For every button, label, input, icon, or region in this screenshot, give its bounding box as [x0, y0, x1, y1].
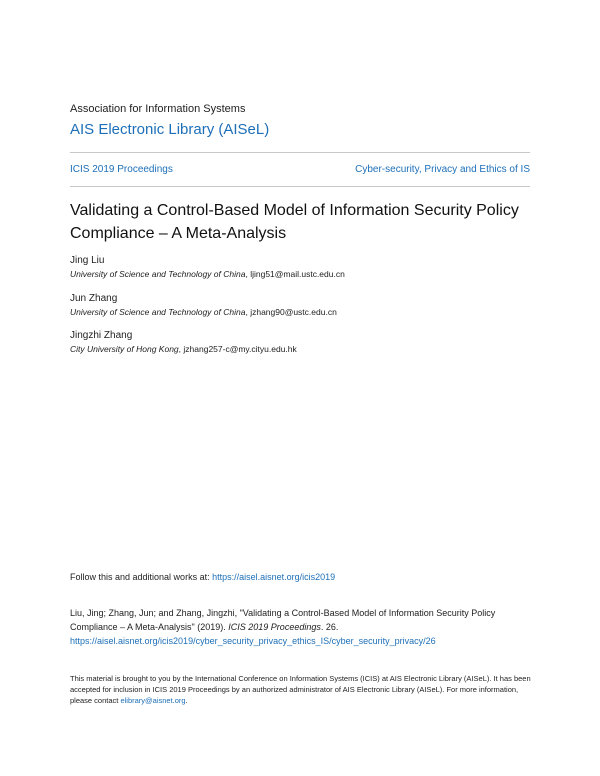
author-institution: University of Science and Technology of China	[70, 307, 246, 317]
author-institution: City University of Hong Kong	[70, 344, 179, 354]
library-link[interactable]: AIS Electronic Library (AISeL)	[70, 121, 270, 138]
citation-block	[70, 606, 540, 648]
paper-title: Validating a Control-Based Model of Information Security Policy Compliance – A Meta-Analysis	[70, 202, 519, 242]
author-affiliation: University of Science and Technology of China, jzhang90@ustc.edu.cn	[70, 307, 337, 317]
citation-link[interactable]: https://aisel.aisnet.org/icis2019/cyber_security_privacy_ethics_IS/cyber_security_privacy/26	[70, 636, 436, 646]
citation-text: Liu, Jing; Zhang, Jun; and Zhang, Jingzhi, "Validating a Control-Based Model of Information Security Policy Compliance – A Meta-Analysis" (2019).	[70, 608, 496, 632]
contact-email-link[interactable]: elibrary@aisnet.org	[120, 696, 186, 705]
author-institution: University of Science and Technology of China	[70, 269, 246, 279]
citation-venue: ICIS 2019 Proceedings	[228, 622, 321, 632]
author-affiliation: University of Science and Technology of China, ljing51@mail.ustc.edu.cn	[70, 269, 345, 279]
follow-text: Follow this and additional works at:	[70, 572, 213, 582]
follow-line	[70, 572, 335, 582]
divider-bottom	[70, 186, 530, 187]
proceedings-link[interactable]: ICIS 2019 Proceedings	[70, 164, 173, 175]
author-email[interactable]: jzhang90@ustc.edu.cn	[250, 307, 337, 317]
author-email[interactable]: jzhang257-c@my.cityu.edu.hk	[183, 344, 297, 354]
author-name: Jingzhi Zhang	[70, 330, 133, 341]
author-name: Jing Liu	[70, 255, 105, 266]
author-block	[70, 292, 337, 319]
footer-text: This material is brought to you by the International Conference on Information Systems (ICIS) at AIS Electronic Library (AISeL). It has been accepted for inclusion in ICIS 2019 Proceedings by an authorized administrator of AIS Electronic Library (AISeL). For more information, please contact	[70, 674, 531, 705]
divider-top	[70, 152, 530, 153]
follow-link[interactable]: https://aisel.aisnet.org/icis2019	[212, 572, 336, 582]
author-block	[70, 254, 345, 281]
author-name: Jun Zhang	[70, 293, 118, 304]
footer-notice	[70, 673, 535, 706]
track-link[interactable]: Cyber-security, Privacy and Ethics of IS	[355, 164, 530, 175]
footer-end: .	[185, 696, 188, 705]
author-block	[70, 329, 297, 356]
association-name: Association for Information Systems	[70, 103, 246, 115]
citation-number: . 26.	[320, 622, 339, 632]
author-affiliation: City University of Hong Kong, jzhang257-c@my.cityu.edu.hk	[70, 344, 297, 354]
author-email[interactable]: ljing51@mail.ustc.edu.cn	[250, 269, 345, 279]
